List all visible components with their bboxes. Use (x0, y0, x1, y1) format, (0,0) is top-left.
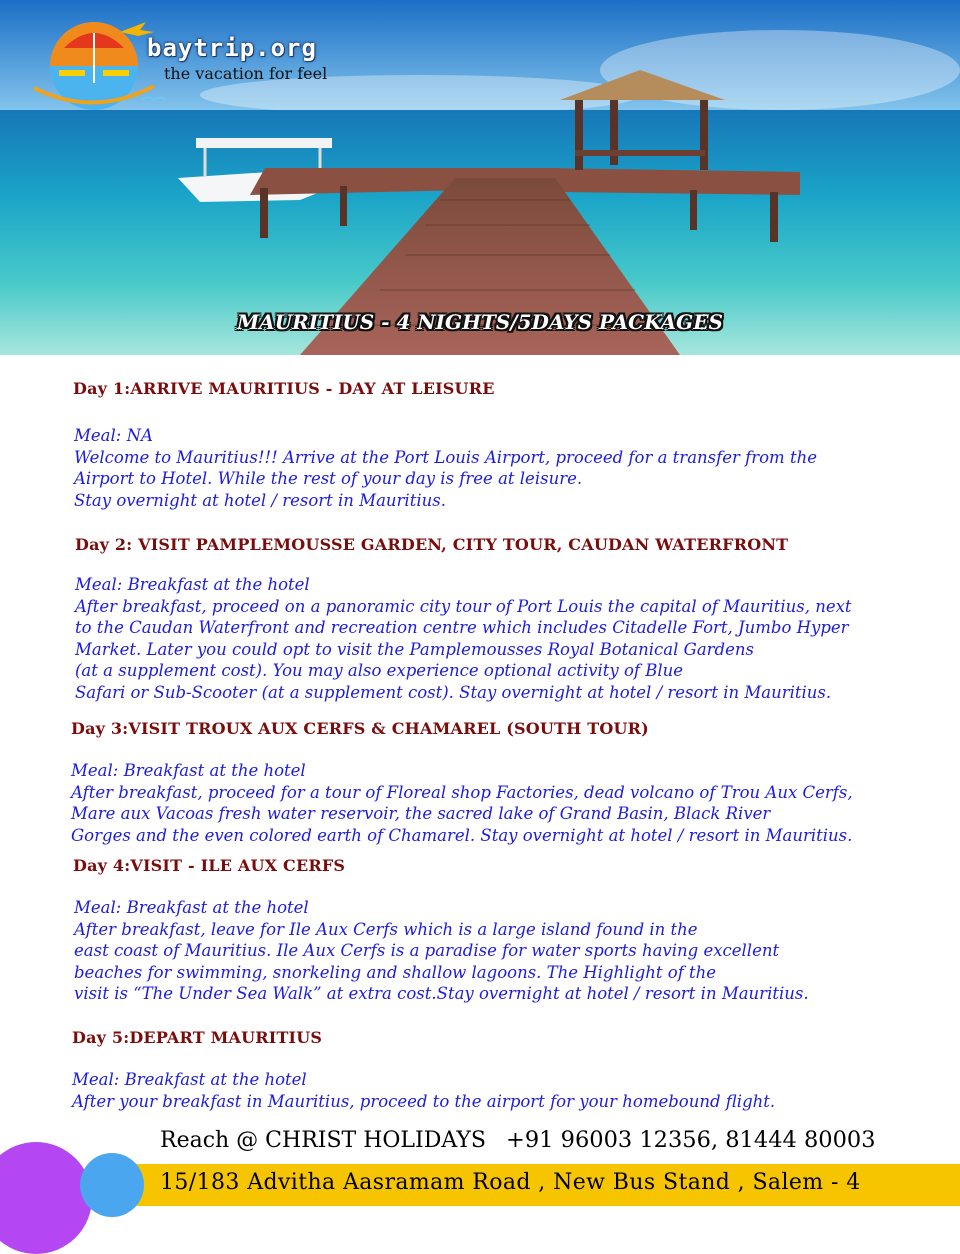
day-4-description (74, 897, 809, 1005)
day-3-description (71, 760, 853, 846)
day-2-line: Safari or Sub-Scooter (at a supplement cost). Stay overnight at hotel / resort in Mauritius. (75, 682, 832, 702)
day-4-line: beaches for swimming, snorkeling and shallow lagoons. The Highlight of the (74, 962, 717, 982)
day-1-meal: Meal: NA (74, 426, 153, 445)
day-4-meal: Meal: Breakfast at the hotel (74, 898, 309, 917)
contact-phone[interactable]: +91 96003 12356, 81444 80003 (506, 1127, 876, 1153)
day-2-line: (at a supplement cost). You may also experience optional activity of Blue (75, 661, 684, 681)
day-3-heading: Day 3:VISIT TROUX AUX CERFS & CHAMAREL (SOUTH TOUR) (71, 719, 649, 738)
day-4-line: visit is “The Under Sea Walk” at extra cost.Stay overnight at hotel / resort in Mauritius. (74, 984, 809, 1004)
decorative-circle-blue (80, 1153, 144, 1217)
day-1-line: Welcome to Mauritius!!! Arrive at the Port Louis Airport, proceed for a transfer from the (74, 447, 817, 467)
day-2-line: to the Caudan Waterfront and recreation centre which includes Citadelle Fort, Jumbo Hyper (75, 618, 849, 638)
brand-tagline: the vacation for feel (164, 64, 328, 83)
day-1-description (74, 425, 817, 511)
decorative-circle-purple (0, 1142, 92, 1254)
day-5-heading: Day 5:DEPART MAURITIUS (72, 1028, 323, 1047)
day-3-line: After breakfast, proceed for a tour of Floreal shop Factories, dead volcano of Trou Aux Cerfs, (71, 782, 853, 802)
day-3-line: Gorges and the even colored earth of Chamarel. Stay overnight at hotel / resort in Mauritius. (71, 825, 853, 845)
day-2-line: Market. Later you could opt to visit the Pamplemousses Royal Botanical Gardens (75, 639, 754, 659)
contact-label: Reach @ CHRIST HOLIDAYS (160, 1128, 486, 1153)
day-5-line: After your breakfast in Mauritius, proceed to the airport for your homebound flight. (72, 1091, 776, 1111)
hero-banner (0, 0, 960, 355)
day-4-line: east coast of Mauritius. Ile Aux Cerfs is a paradise for water sports having excellent (74, 941, 780, 961)
day-2-description (75, 574, 852, 704)
brand-name[interactable]: baytrip.org (147, 34, 317, 62)
day-2-line: After breakfast, proceed on a panoramic city tour of Port Louis the capital of Mauritius, next (75, 596, 852, 616)
day-2-heading: Day 2: VISIT PAMPLEMOUSSE GARDEN, CITY TOUR, CAUDAN WATERFRONT (75, 535, 789, 554)
package-title: MAURITIUS - 4 NIGHTS/5DAYS PACKAGES (237, 310, 723, 334)
day-3-meal: Meal: Breakfast at the hotel (71, 761, 306, 780)
day-4-heading: Day 4:VISIT - ILE AUX CERFS (73, 856, 346, 875)
day-5-description (72, 1069, 775, 1112)
day-3-line: Mare aux Vacoas fresh water reservoir, the sacred lake of Grand Basin, Black River (71, 804, 771, 824)
day-1-line: Airport to Hotel. While the rest of your day is free at leisure. (74, 469, 583, 489)
contact-address: 15/183 Advitha Aasramam Road , New Bus Stand , Salem - 4 (160, 1170, 861, 1195)
day-1-line: Stay overnight at hotel / resort in Mauritius. (74, 490, 446, 510)
day-5-meal: Meal: Breakfast at the hotel (72, 1070, 307, 1089)
day-1-heading: Day 1:ARRIVE MAURITIUS - DAY AT LEISURE (73, 379, 495, 398)
day-4-line: After breakfast, leave for Ile Aux Cerfs which is a large island found in the (74, 919, 698, 939)
day-2-meal: Meal: Breakfast at the hotel (75, 575, 310, 594)
